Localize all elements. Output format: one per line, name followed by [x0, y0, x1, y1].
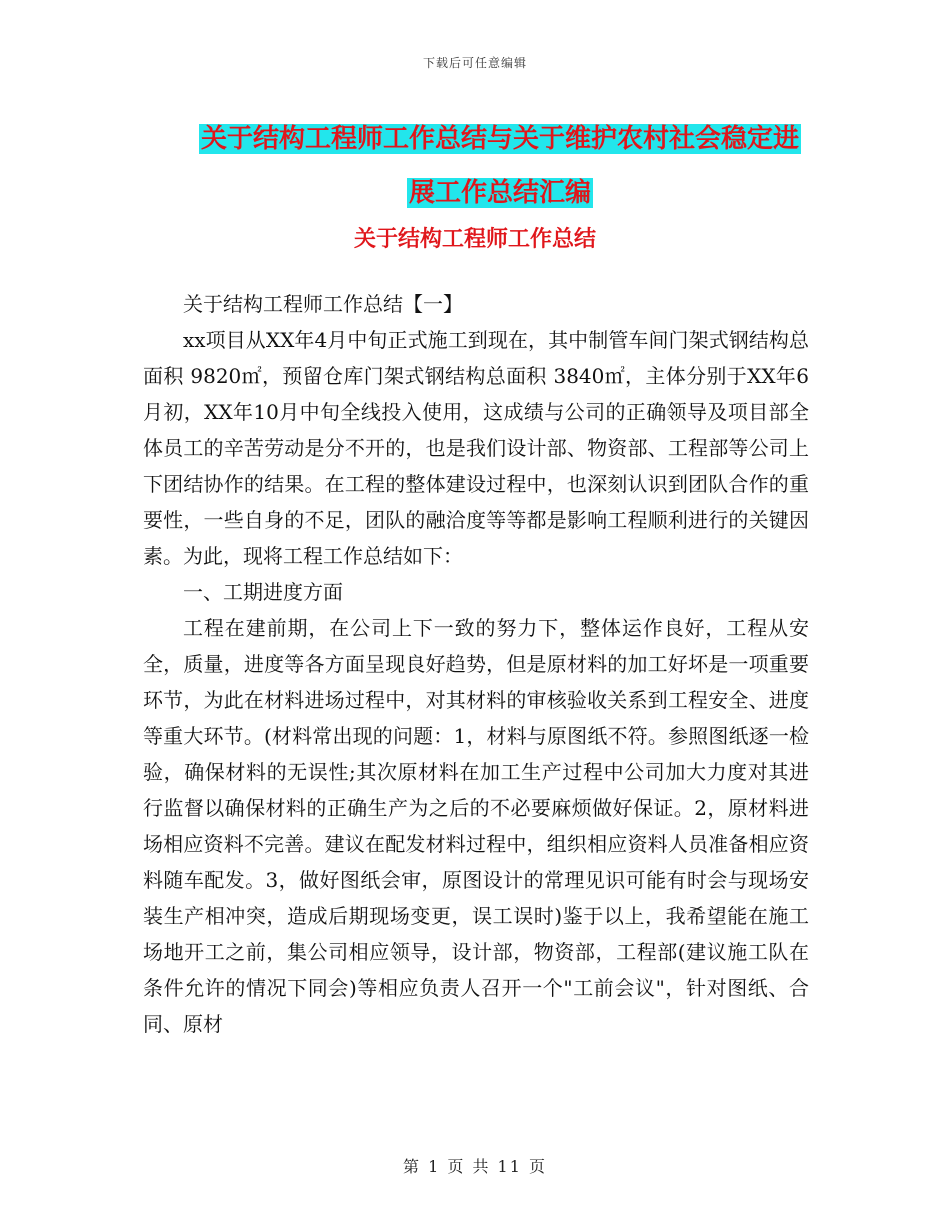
section-title: 关于结构工程师工作总结	[353, 227, 596, 252]
paragraph: xx项目从XX年4月中旬正式施工到现在，其中制管车间门架式钢结构总面积 9820㎡，预留仓库门架式钢结构总面积 3840㎡，主体分别于XX年6月初，XX年10月中旬全线投入使用，这成绩与公司的正确领导及项目部全体员工的辛苦劳动是分不开的，也是我们设计部、物资部、工程部等公司上下团结协作的结果。在工程的整体建设过程中，也深刻认识到团队合作的重要性，一些自身的不足，团队的融洽度等等都是影响工程顺利进行的关键因素。为此，现将工程工作总结如下：	[143, 328, 809, 568]
paragraph: 工程在建前期，在公司上下一致的努力下，整体运作良好，工程从安全，质量，进度等各方面呈现良好趋势，但是原材料的加工好坏是一项重要环节，为此在材料进场过程中，对其材料的审核验收关系到工程安全、进度等重大环节。(材料常出现的问题：1，材料与原图纸不符。参照图纸逐一检验，确保材料的无误性;其次原材料在加工生产过程中公司加大力度对其进行监督以确保材料的正确生产为之后的不必要麻烦做好保证。2，原材料进场相应资料不完善。建议在配发材料过程中，组织相应资料人员准备相应资料随车配发。3，做好图纸会审，原图设计的常理见识可能有时会与现场安装生产相冲突，造成后期现场变更，误工误时)鉴于以上，我希望能在施工场地开工之前，集公司相应领导，设计部，物资部，工程部(建议施工队在条件允许的情况下同会)等相应负责人召开一个"工前会议"，针对图纸、合同、原材	[143, 616, 809, 1036]
header-note: 下载后可任意编辑	[422, 56, 527, 70]
paragraph-subtitle: 关于结构工程师工作总结【一】	[183, 292, 463, 316]
document-body	[143, 286, 809, 1042]
document-title-line-1: 关于结构工程师工作总结与关于维护农村社会稳定进	[200, 124, 799, 154]
document-title-line-2: 展工作总结汇编	[408, 178, 591, 208]
paragraph-heading: 一、工期进度方面	[183, 580, 343, 604]
page-number-footer: 第 1 页 共 11 页	[403, 1157, 547, 1176]
document-title	[190, 112, 810, 220]
